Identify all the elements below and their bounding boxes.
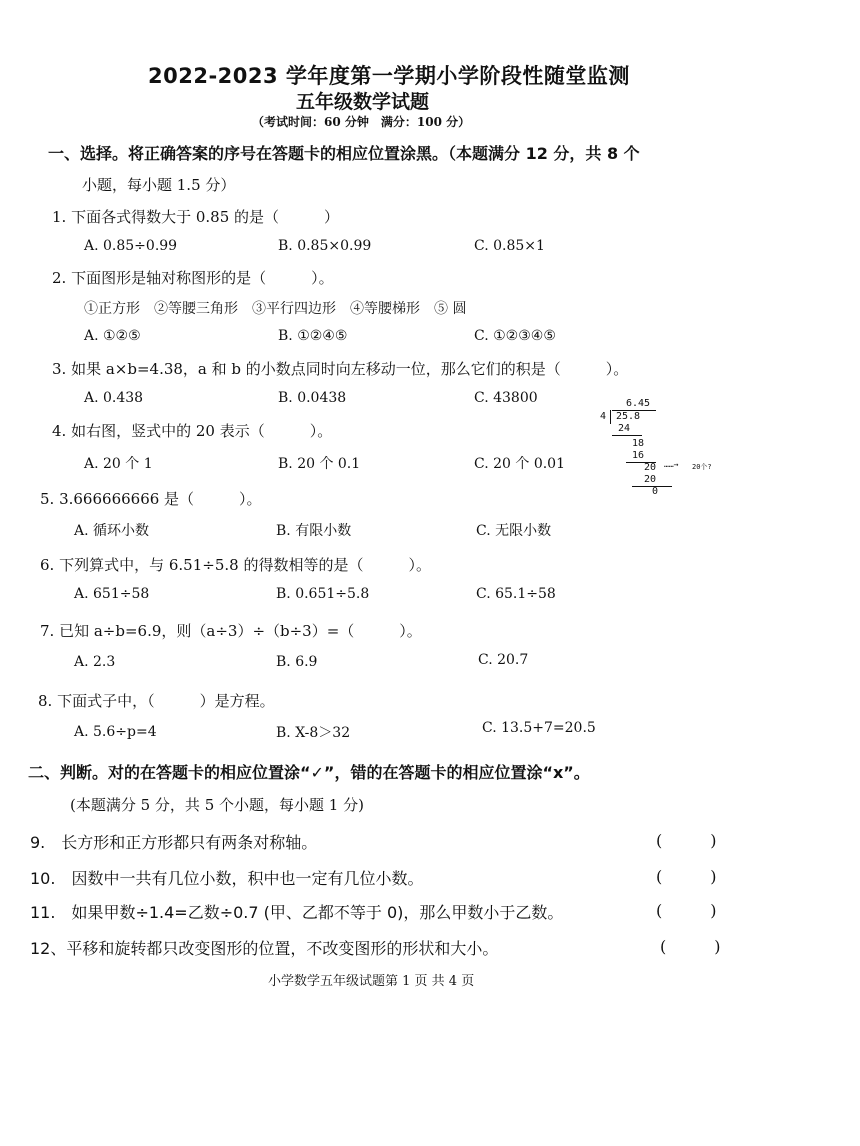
judge-item-12: 12、平移和旋转都只改变图形的位置，不改变图形的形状和大小。: [30, 939, 499, 958]
division-step-2: 18: [632, 438, 645, 449]
question-5-option-a: A. 循环小数: [74, 523, 150, 539]
judge-item-9: 9. 长方形和正方形都只有两条对称轴。: [30, 833, 318, 852]
judge-item-10: 10. 因数中一共有几位小数，积中也一定有几位小数。: [30, 869, 424, 888]
question-8: 8. 下面式子中，（ ）是方程。: [38, 692, 275, 710]
question-8-option-c: C. 13.5+7=20.5: [482, 720, 596, 736]
question-3-option-b: B. 0.0438: [278, 390, 347, 406]
question-5: 5. 3.666666666 是（ ）。: [40, 490, 262, 508]
judge-item-10-answer: ( ): [656, 867, 717, 886]
judge-item-12-answer: ( ): [660, 937, 721, 956]
division-step-1: 24: [618, 423, 631, 434]
question-6-option-c: C. 65.1÷58: [476, 586, 556, 602]
question-1: 1. 下面各式得数大于 0.85 的是（ ）: [52, 208, 340, 226]
section-1-heading-cont: 小题，每小题 1.5 分）: [82, 176, 236, 194]
question-7-option-c: C. 20.7: [478, 652, 529, 668]
division-line-1: [612, 435, 642, 436]
division-bracket: [610, 410, 611, 424]
long-division-figure: 6.45 4 25.8 24 18 16 20 ……→ 20个? 20 0: [600, 398, 712, 497]
judge-item-11-answer: ( ): [656, 901, 717, 920]
exam-subtitle: 五年级数学试题: [296, 91, 430, 113]
question-4-option-a: A. 20 个 1: [84, 456, 153, 472]
question-3: 3. 如果 a×b=4.38，a 和 b 的小数点同时向左移动一位，那么它们的积是（ ）。: [52, 360, 629, 378]
division-step-4: 20: [644, 462, 657, 473]
question-7-option-b: B. 6.9: [276, 654, 318, 670]
division-quotient: 6.45: [626, 398, 651, 409]
question-2-option-c: C. ①②③④⑤: [474, 328, 556, 344]
question-2-shapes: ①正方形 ②等腰三角形 ③平行四边形 ④等腰梯形 ⑤ 圆: [84, 301, 467, 317]
question-1-option-c: C. 0.85×1: [474, 238, 545, 254]
question-7: 7. 已知 a÷b=6.9，则（a÷3）÷（b÷3）=（ ）。: [40, 622, 422, 640]
judge-item-9-answer: ( ): [656, 831, 717, 850]
question-5-option-c: C. 无限小数: [476, 523, 552, 539]
exam-meta: （考试时间：60 分钟 满分：100 分）: [252, 115, 471, 129]
question-6: 6. 下列算式中，与 6.51÷5.8 的得数相等的是（ ）。: [40, 556, 431, 574]
question-3-option-c: C. 43800: [474, 390, 538, 406]
question-2: 2. 下面图形是轴对称图形的是（ ）。: [52, 269, 334, 287]
division-step-3: 16: [632, 450, 645, 461]
question-2-option-b: B. ①②④⑤: [278, 328, 348, 344]
question-4-option-b: B. 20 个 0.1: [278, 456, 361, 472]
question-8-option-b: B. X-8＞32: [276, 725, 351, 741]
question-6-option-b: B. 0.651÷5.8: [276, 586, 370, 602]
exam-title: 2022-2023 学年度第一学期小学阶段性随堂监测: [148, 64, 630, 88]
question-1-option-a: A. 0.85÷0.99: [84, 238, 178, 254]
question-6-option-a: A. 651÷58: [74, 586, 150, 602]
page-footer: 小学数学五年级试题第 1 页 共 4 页: [268, 974, 475, 989]
division-annotation: 20个?: [692, 463, 712, 471]
question-1-option-b: B. 0.85×0.99: [278, 238, 372, 254]
section-2-heading: 二、判断。对的在答题卡的相应位置涂“✓”，错的在答题卡的相应位置涂“x”。: [28, 763, 590, 782]
division-divisor: 4: [600, 411, 607, 422]
question-5-option-b: B. 有限小数: [276, 523, 352, 539]
question-4-option-c: C. 20 个 0.01: [474, 456, 565, 472]
division-step-5: 20: [644, 474, 657, 485]
question-2-option-a: A. ①②⑤: [84, 328, 141, 344]
question-3-option-a: A. 0.438: [84, 390, 144, 406]
question-8-option-a: A. 5.6÷p=4: [74, 724, 157, 740]
section-2-heading-cont: (本题满分 5 分，共 5 个小题，每小题 1 分): [70, 796, 364, 814]
division-step-6: 0: [652, 486, 659, 497]
division-dividend: 25.8: [616, 411, 641, 422]
section-1-heading: 一、选择。将正确答案的序号在答题卡的相应位置涂黑。（本题满分 12 分，共 8 个: [48, 144, 640, 163]
question-4: 4. 如右图，竖式中的 20 表示（ ）。: [52, 422, 333, 440]
question-7-option-a: A. 2.3: [74, 654, 116, 670]
judge-item-11: 11. 如果甲数÷1.4=乙数÷0.7 (甲、乙都不等于 0)，那么甲数小于乙数。: [30, 903, 564, 922]
